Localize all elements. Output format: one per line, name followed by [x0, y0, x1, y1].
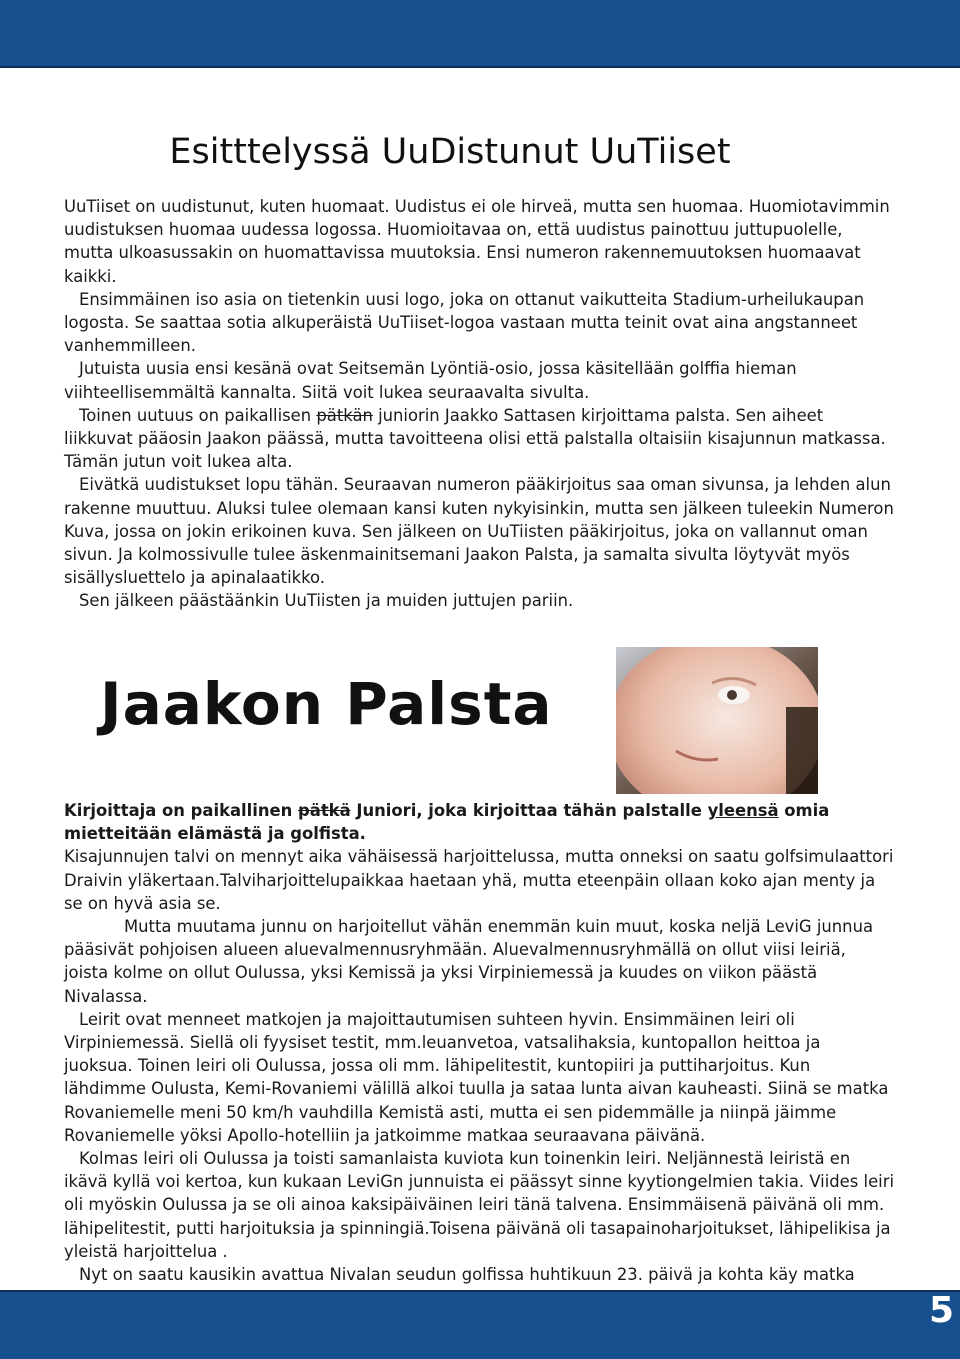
intro-paragraph-3: Jutuista uusia ensi kesänä ovat Seitsemän Lyöntiä-osio, jossa käsitellään golffia hieman viihteellisemmältä kannalta. Siitä voit lukea seuraavalta sivulta. [64, 359, 797, 402]
author-face-image [616, 647, 818, 794]
footer-band [0, 1290, 960, 1359]
column-paragraph-1: Kisajunnujen talvi on mennyt aika vähäisessä harjoittelussa, mutta onneksi on saatu golfsimulaattori Draivin yläkertaan.Talviharjoittelupaikkaa haetaan yhä, mutta eteenpäin ollaan koko ajan menty ja se on hyvä asia se. [64, 847, 894, 913]
page-number: 5 [928, 1290, 954, 1331]
column-banner-logo: Jaakon Palsta [100, 670, 553, 738]
column-paragraph-3: Leirit ovat menneet matkojen ja majoittautumisen suhteen hyvin. Ensimmäinen leiri oli Virpiniemessä. Siellä oli fyysiset testit, mm.leuanvetoa, vatsalihaksia, kuntopallon heittoa ja juoksua. Toinen leiri oli Oulussa, jossa oli mm. lähipelitestit, kuntopiiri ja puttiharjoitus. Kun lähdimme Oulusta, Kemi-Rovaniemi välillä alkoi tuulla ja sataa lunta aivan kauheasti. Siinä se matka Rovaniemelle meni 50 km/h vauhdilla Kemistä asti, mutta ei sen pidemmälle ja niinpä jäimme Rovaniemelle yöksi Apollo-hotelliin ja jatkoimme matkaa seuraavana päivänä. [64, 1009, 889, 1145]
header-band [0, 0, 960, 68]
column-paragraph-5: Nyt on saatu kausikin avattua Nivalan seudun golfissa huhtikuun 23. päivä ja kohta käy matka [79, 1265, 855, 1285]
intro-p4-end: juniorin Jaakko Sattasen kirjoittama palsta. Sen aiheet liikkuvat pääosin Jaakon päässä, mutta tavoitteena olisi että palstalla oltaisiin kisajunnun matkassa. Tämän jutun voit lukea alta. [64, 405, 886, 472]
intro-paragraph-1: UuTiiset on uudistunut, kuten huomaat. Uudistus ei ole hirveä, mutta sen huomaa. Huomiotavimmin uudistuksen huomaa uudessa logossa. Huomioitavaa on, että uudistus painottuu juttupuolelle, mutta ulkoasussakin on huomattavissa muutoksia. Ensi numeron rakennemuutoksen huomaavat kaikki. [64, 197, 890, 286]
intro-paragraph-4 [64, 404, 894, 474]
column-paragraph-2: Mutta muutama junnu on harjoitellut vähän enemmän kuin muut, koska neljä LeviG junnua pääsivät pohjoisen alueen aluevalmennusryhmään. Aluevalmennusryhmällä on ollut viisi leiriä, joista kolme on ollut Oulussa, yksi Kemissä ja yksi Virpiniemessä ja kuudes on viikon päästä Nivalassa. [64, 917, 873, 1006]
column-lead [64, 799, 894, 845]
author-photo [616, 647, 818, 794]
column-article [64, 799, 894, 1309]
intro-p4-strikethrough: pätkän [316, 405, 373, 425]
column-lead-end: omia mietteitään elämästä ja golfista. [64, 801, 830, 844]
page-title: Esitttelyssä UuDistunut UuTiiset [169, 132, 731, 172]
column-lead-strikethrough: pätkä [298, 801, 351, 820]
column-lead-middle: Juniori, joka kirjoittaa tähän palstalle [350, 801, 708, 820]
column-lead-start: Kirjoittaja on paikallinen [64, 801, 299, 820]
column-paragraph-4: Kolmas leiri oli Oulussa ja toisti samanlaista kuviota kun toinenkin leiri. Neljännestä leiristä en ikävä kyllä voi kertoa, kun kukaan LeviGn junnuista ei päässyt sinne kyytiongelmien takia. Viides leiri oli myöskin Oulussa ja se oli ainoa kaksipäiväinen leiri tänä talvena. Ensimmäisenä päivänä oli mm. lähipelitestit, putti harjoituksia ja spinningiä.Toisena päivänä oli tasapainoharjoitukset, lähipelikisa ja yleistä harjoittelua . [64, 1149, 894, 1261]
intro-paragraph-2: Ensimmäinen iso asia on tietenkin uusi logo, joka on ottanut vaikutteita Stadium-urheilukaupan logosta. Se saattaa sotia alkuperäistä UuTiiset-logoa vastaan mutta teinit ovat aina angstanneet vanhemmilleen. [64, 289, 865, 356]
intro-paragraph-6: Sen jälkeen päästäänkin UuTiisten ja muiden juttujen pariin. [79, 591, 574, 611]
intro-paragraph-5: Eivätkä uudistukset lopu tähän. Seuraavan numeron pääkirjoitus saa oman sivunsa, ja lehden alun rakenne muuttuu. Aluksi tulee olemaan kansi kuten nykyisinkin, mutta sen jälkeen tuleekin Numeron Kuva, jossa on jokin erikoinen kuva. Sen jälkeen on UuTiisten pääkirjoitus, joka on vallannut oman sivun. Ja kolmossivulle tulee äskenmainitsemani Jaakon Palsta, ja samalta sivulta löytyvät myös sisällysluettelo ja apinalaatikko. [64, 475, 894, 588]
intro-article [64, 195, 894, 613]
intro-p4-start: Toinen uutuus on paikallisen [79, 405, 317, 425]
column-lead-underlined: yleensä [707, 801, 779, 820]
